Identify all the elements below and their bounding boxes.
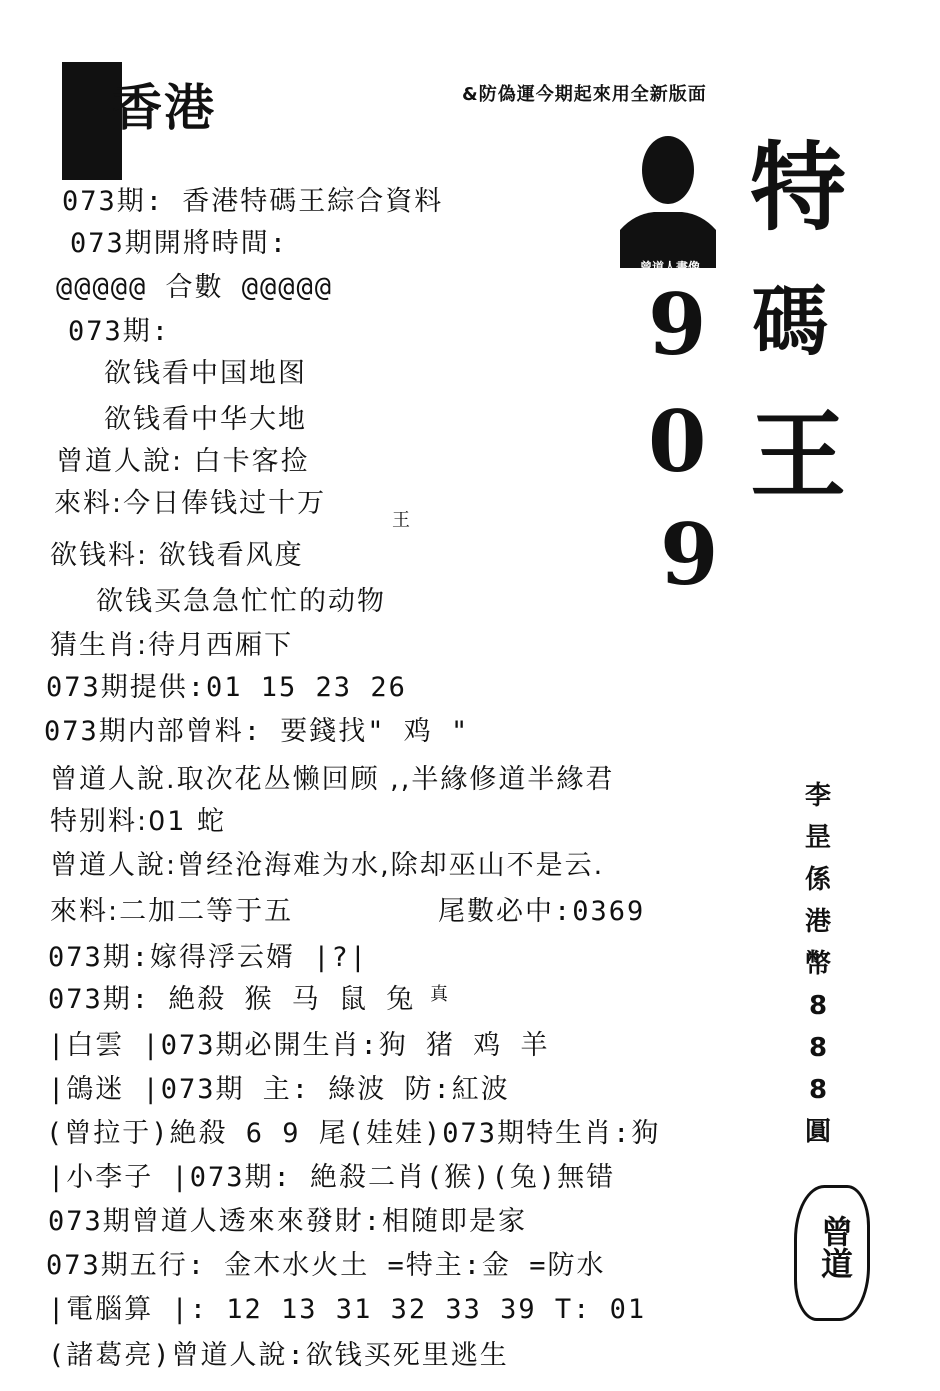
big-number-2: 0 bbox=[648, 392, 707, 491]
text-line-9: 欲钱料: 欲钱看风度 bbox=[50, 540, 304, 571]
text-line-7: 曾道人說: 白卡客捡 bbox=[56, 446, 310, 477]
title-char-1: 特 bbox=[750, 132, 846, 244]
text-line-21: |鴿迷 |073期 主: 綠波 防:紅波 bbox=[48, 1074, 510, 1105]
text-line-26: |電腦算 |: 12 13 31 32 33 39 T: 01 bbox=[48, 1294, 647, 1325]
text-line-14: 曾道人說.取次花丛懒回顾 ,,半緣修道半緣君 bbox=[50, 764, 615, 795]
mark-wang: 王 bbox=[392, 510, 410, 531]
title-char-2: 碼 bbox=[752, 277, 828, 366]
side-char-9: 圓 bbox=[804, 1117, 831, 1147]
vertical-title bbox=[750, 132, 846, 552]
text-line-15: 特别料:01 蛇 bbox=[50, 806, 227, 837]
text-line-5: 欲钱看中国地图 bbox=[104, 358, 307, 389]
text-line-24: 073期曾道人透來來發財:相随即是家 bbox=[48, 1206, 528, 1237]
side-char-8: 8 bbox=[808, 1075, 828, 1105]
text-line-2: 073期開將時間: bbox=[70, 228, 289, 259]
side-char-4: 港 bbox=[804, 907, 831, 937]
text-line-17: 來料:二加二等于五 bbox=[50, 896, 294, 927]
header-notice: &防偽運今期起來用全新版面 bbox=[462, 84, 707, 105]
text-line-12: 073期提供:01 15 23 26 bbox=[46, 672, 407, 703]
side-char-5: 幣 bbox=[804, 949, 831, 979]
text-line-18: 073期:嫁得浮云婿 |?| bbox=[48, 942, 369, 973]
side-char-1: 李 bbox=[804, 781, 831, 811]
text-line-8: 來料:今日俸钱过十万 bbox=[54, 488, 327, 519]
big-number-3: 9 bbox=[660, 505, 719, 604]
header-logo: 香港 bbox=[112, 79, 216, 137]
text-line-6: 欲钱看中华大地 bbox=[104, 404, 307, 435]
text-line-25: 073期五行: 金木水火土 =特主:金 =防水 bbox=[46, 1250, 606, 1281]
text-line-4: 073期: bbox=[68, 316, 171, 347]
portrait-image bbox=[614, 118, 722, 274]
text-line-19: 073期: 絶殺 猴 马 鼠 兔 bbox=[48, 984, 416, 1015]
text-line-1: 073期: 香港特碼王綜合資料 bbox=[62, 186, 444, 217]
text-line-27: (諸葛亮)曾道人說:欲钱买死里逃生 bbox=[48, 1340, 509, 1371]
side-char-2: 昰 bbox=[804, 823, 831, 853]
side-char-3: 係 bbox=[804, 865, 831, 895]
text-line-10: 欲钱买急急忙忙的动物 bbox=[96, 586, 386, 617]
big-number-1: 9 bbox=[648, 275, 707, 374]
text-line-11: 猜生肖:待月西厢下 bbox=[50, 630, 294, 661]
text-line-16: 曾道人說:曾经沧海难为水,除却巫山不是云. bbox=[50, 850, 605, 881]
text-line-3: @@@@@ 合數 @@@@@ bbox=[56, 272, 334, 303]
vertical-side-text bbox=[798, 775, 838, 1153]
title-char-3: 王 bbox=[750, 400, 846, 512]
seal-text: 曾道 bbox=[816, 1215, 854, 1279]
text-line-22: (曾拉于)絶殺 6 9 尾(娃娃)073期特生肖:狗 bbox=[46, 1118, 661, 1149]
side-char-6: 8 bbox=[808, 991, 828, 1021]
text-line-20: |白雲 |073期必開生肖:狗 猪 鸡 羊 bbox=[48, 1030, 550, 1061]
portrait-caption: 曾道人畫像 bbox=[639, 260, 700, 274]
tail-number: 尾數必中:0369 bbox=[438, 896, 646, 927]
mark-zhen: 真 bbox=[430, 984, 448, 1005]
text-line-23: |小李子 |073期: 絶殺二肖(猴)(兔)無错 bbox=[48, 1162, 616, 1193]
side-char-7: 8 bbox=[808, 1033, 828, 1063]
text-line-13: 073期内部曾料: 要錢找" 鸡 " bbox=[44, 716, 470, 747]
